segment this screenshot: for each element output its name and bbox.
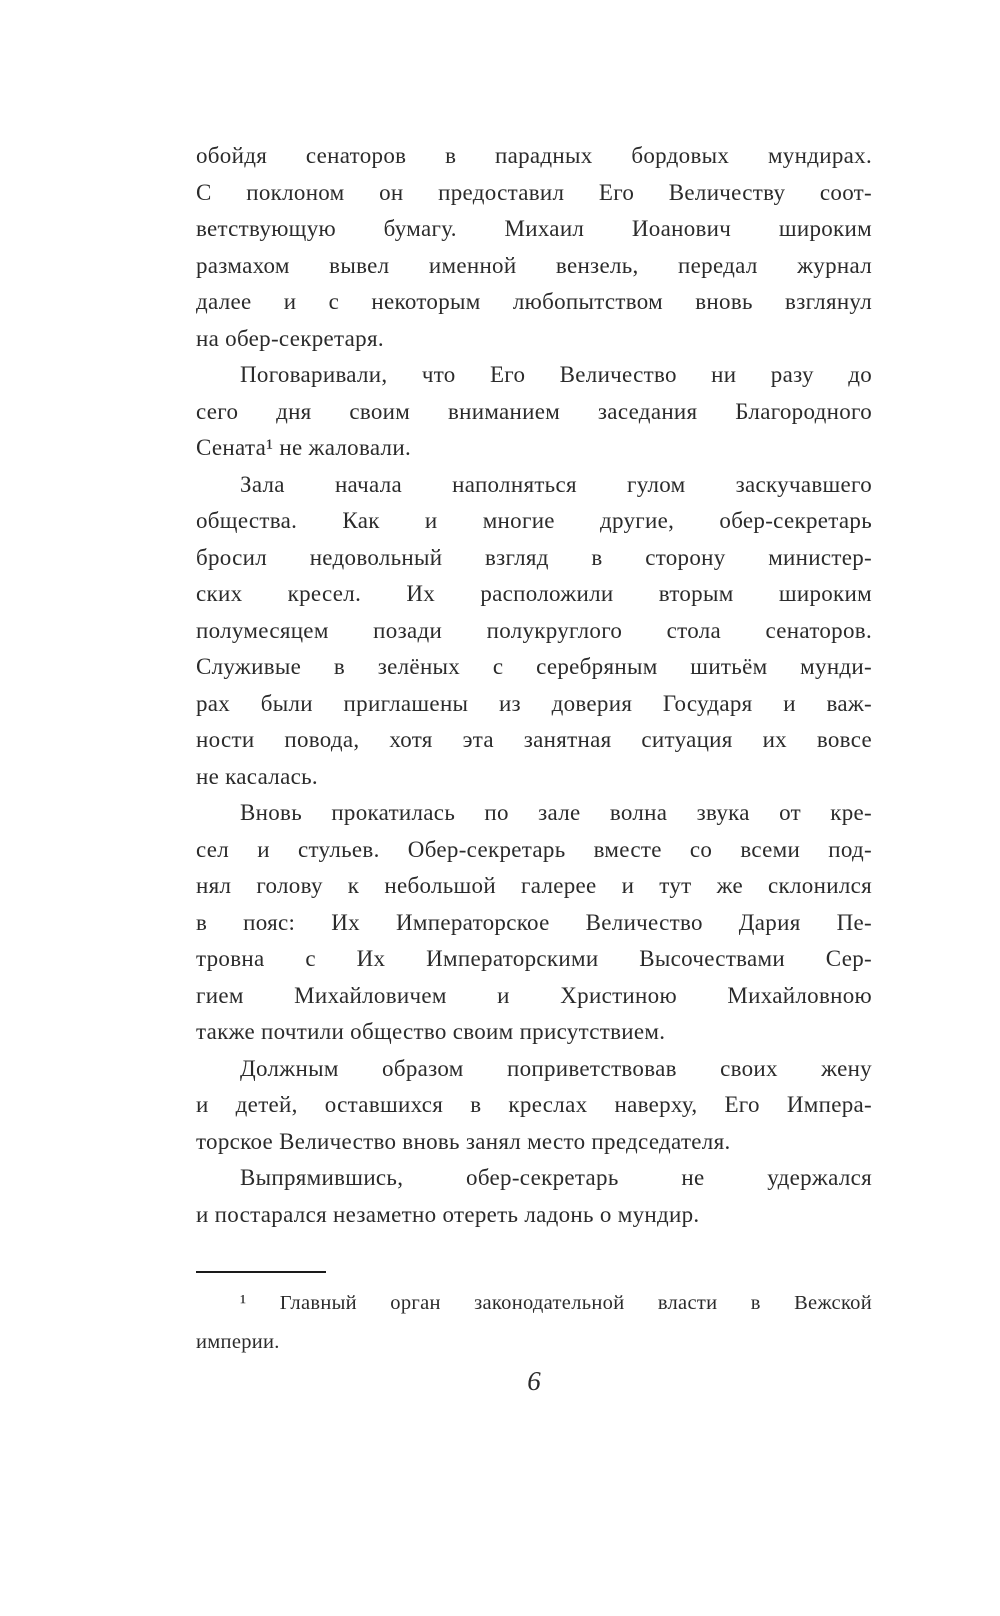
footnote-separator <box>196 1271 326 1273</box>
text-line: и постарался незаметно отереть ладонь о мундир. <box>196 1201 700 1227</box>
text-line: торское Величество вновь занял место председателя. <box>196 1128 731 1154</box>
text-line: Вновь прокатилась по зале волна звука от кре- <box>240 800 872 825</box>
text-line: обойдя сенаторов в парадных бордовых мундирах. <box>196 143 872 168</box>
paragraph <box>196 467 872 796</box>
text-line: сего дня своим вниманием заседания Благородного <box>196 398 872 424</box>
paragraph <box>196 795 872 1051</box>
text-line: и детей, оставшихся в креслах наверху, Его Импера- <box>196 1092 872 1117</box>
text-line: ветствующую бумагу. Михаил Иоанович широким <box>196 216 872 241</box>
text-line: Сената¹ не жаловали. <box>196 435 411 460</box>
text-line: сел и стульев. Обер-секретарь вместе со всеми под- <box>196 836 872 862</box>
text-line: полумесяцем позади полукруглого стола сенаторов. <box>196 617 872 643</box>
text-line: размахом вывел именной вензель, передал журнал <box>196 252 872 278</box>
text-line: гием Михайловичем и Христиною Михайловною <box>196 982 872 1008</box>
text-line: Поговаривали, что Его Величество ни разу до <box>240 362 872 387</box>
text-line: на обер-секретаря. <box>196 325 384 351</box>
text-line: рах были приглашены из доверия Государя и важ- <box>196 690 872 716</box>
text-line: Служивые в зелёных с серебряным шитьём мунди- <box>196 654 872 679</box>
text-line: ских кресел. Их расположили вторым широким <box>196 581 872 606</box>
text-line: бросил недовольный взгляд в сторону министер- <box>196 544 872 570</box>
text-line: С поклоном он предоставил Его Величеству соот- <box>196 179 872 205</box>
text-line: тровна с Их Императорскими Высочествами Сер- <box>196 946 872 971</box>
text-line: Выпрямившись, обер-секретарь не удержался <box>240 1165 872 1190</box>
text-line: Зала начала наполняться гулом заскучавшего <box>240 471 872 497</box>
page-number: 6 <box>527 1366 541 1396</box>
text-line: не касалась. <box>196 763 318 789</box>
text-line: ¹ Главный орган законодательной власти в Вежской <box>240 1292 872 1314</box>
text-line: нял голову к небольшой галерее и тут же склонился <box>196 873 872 898</box>
page-text-block <box>196 138 872 1233</box>
text-line: в пояс: Их Императорское Величество Дария Пе- <box>196 909 872 935</box>
text-line: также почтили общество своим присутствием. <box>196 1019 666 1044</box>
paragraph <box>196 138 872 357</box>
paragraph <box>196 1051 872 1161</box>
text-line: общества. Как и многие другие, обер-секретарь <box>196 508 872 533</box>
text-line: ности повода, хотя эта занятная ситуация их вовсе <box>196 727 872 752</box>
text-line: империи. <box>196 1331 280 1353</box>
paragraph <box>196 357 872 467</box>
footnote <box>196 1284 872 1362</box>
text-line: далее и с некоторым любопытством вновь взглянул <box>196 289 872 314</box>
paragraph <box>196 1160 872 1233</box>
text-line: Должным образом поприветствовав своих жену <box>240 1055 872 1081</box>
